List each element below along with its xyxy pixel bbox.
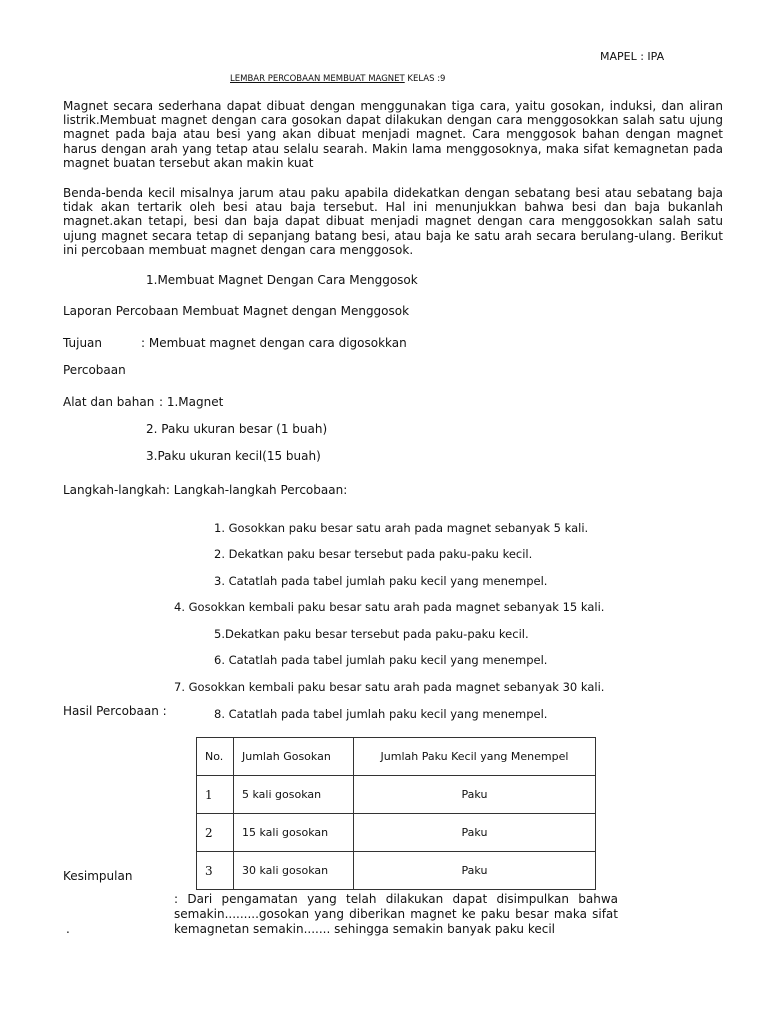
- cell-gosokan: 30 kali gosokan: [234, 852, 354, 890]
- cell-paku: Paku: [354, 776, 596, 814]
- header-jumlah-paku: Jumlah Paku Kecil yang Menempel: [354, 738, 596, 776]
- table-row: [197, 814, 596, 852]
- langkah-heading: Langkah-langkah: Langkah-langkah Percobaan:: [63, 483, 348, 497]
- result-table: [196, 737, 596, 890]
- cell-no: 1: [197, 776, 234, 814]
- section-heading: 1.Membuat Magnet Dengan Cara Menggosok: [146, 273, 418, 287]
- header-no: No.: [197, 738, 234, 776]
- intro-paragraph-1: Magnet secara sederhana dapat dibuat dengan menggunakan tiga cara, yaitu gosokan, induksi, dan aliran listrik.Membuat magnet dengan cara gosokan dapat dilakukan dengan cara menggosokkan salah satu ujung magnet pada baja atau besi yang akan dibuat menjadi magnet. Cara menggosok bahan dengan magnet harus dengan arah yang tetap atau selalu searah. Makin lama menggosoknya, maka sifat kemagnetan pada magnet buatan tersebut akan makin kuat: [63, 99, 723, 170]
- hasil-label: Hasil Percobaan :: [63, 704, 167, 718]
- table-row: [197, 776, 596, 814]
- cell-paku: Paku: [354, 814, 596, 852]
- header-gosokan: Jumlah Gosokan: [234, 738, 354, 776]
- tujuan-label: Tujuan: [63, 336, 103, 350]
- alat-item-2: 2. Paku ukuran besar (1 buah): [146, 422, 328, 436]
- alat-item-1: : 1.Magnet: [159, 395, 224, 409]
- kesimpulan-label: Kesimpulan: [63, 869, 133, 883]
- tujuan-value: : Membuat magnet dengan cara digosokkan: [141, 336, 407, 350]
- cell-no: 3: [197, 852, 234, 890]
- kesimpulan-text: : Dari pengamatan yang telah dilakukan dapat disimpulkan bahwa semakin.........gosokan yang diberikan magnet ke paku besar maka sifat kemagnetan semakin....... sehingga semakin banyak paku kecil: [174, 892, 618, 936]
- cell-no: 2: [197, 814, 234, 852]
- subject-label: MAPEL : IPA: [600, 50, 665, 63]
- step-item: 8. Catatlah pada tabel jumlah paku kecil yang menempel.: [214, 707, 548, 721]
- step-item: 3. Catatlah pada tabel jumlah paku kecil yang menempel.: [214, 574, 548, 588]
- step-item: 6. Catatlah pada tabel jumlah paku kecil yang menempel.: [214, 653, 548, 667]
- title-class: KELAS :9: [404, 74, 446, 84]
- report-title: Laporan Percobaan Membuat Magnet dengan Menggosok: [63, 304, 410, 318]
- step-item: 4. Gosokkan kembali paku besar satu arah pada magnet sebanyak 15 kali.: [174, 600, 605, 614]
- alat-label: Alat dan bahan: [63, 395, 155, 409]
- table-row: [197, 852, 596, 890]
- step-item: 1. Gosokkan paku besar satu arah pada magnet sebanyak 5 kali.: [214, 521, 589, 535]
- cell-gosokan: 15 kali gosokan: [234, 814, 354, 852]
- percobaan-label: Percobaan: [63, 363, 126, 377]
- step-item: 2. Dekatkan paku besar tersebut pada paku-paku kecil.: [214, 547, 533, 561]
- alat-item-3: 3.Paku ukuran kecil(15 buah): [146, 449, 321, 463]
- step-item: 5.Dekatkan paku besar tersebut pada paku-paku kecil.: [214, 627, 529, 641]
- title-underlined: LEMBAR PERCOBAAN MEMBUAT MAGNET: [230, 74, 405, 84]
- document-title: [230, 74, 445, 84]
- stray-dot: .: [66, 922, 70, 936]
- cell-gosokan: 5 kali gosokan: [234, 776, 354, 814]
- step-item: 7. Gosokkan kembali paku besar satu arah pada magnet sebanyak 30 kali.: [174, 680, 605, 694]
- cell-paku: Paku: [354, 852, 596, 890]
- intro-paragraph-2: Benda-benda kecil misalnya jarum atau paku apabila didekatkan dengan sebatang besi atau sebatang baja tidak akan tertarik oleh besi atau baja tersebut. Hal ini menunjukkan bahwa besi dan baja bukanlah magnet.akan tetapi, besi dan baja dapat dibuat menjadi magnet dengan cara menggosokkan salah satu ujung magnet secara tetap di sepanjang batang besi, atau baja ke satu arah secara berulang-ulang. Berikut ini percobaan membuat magnet dengan cara menggosok.: [63, 186, 723, 257]
- table-header-row: [197, 738, 596, 776]
